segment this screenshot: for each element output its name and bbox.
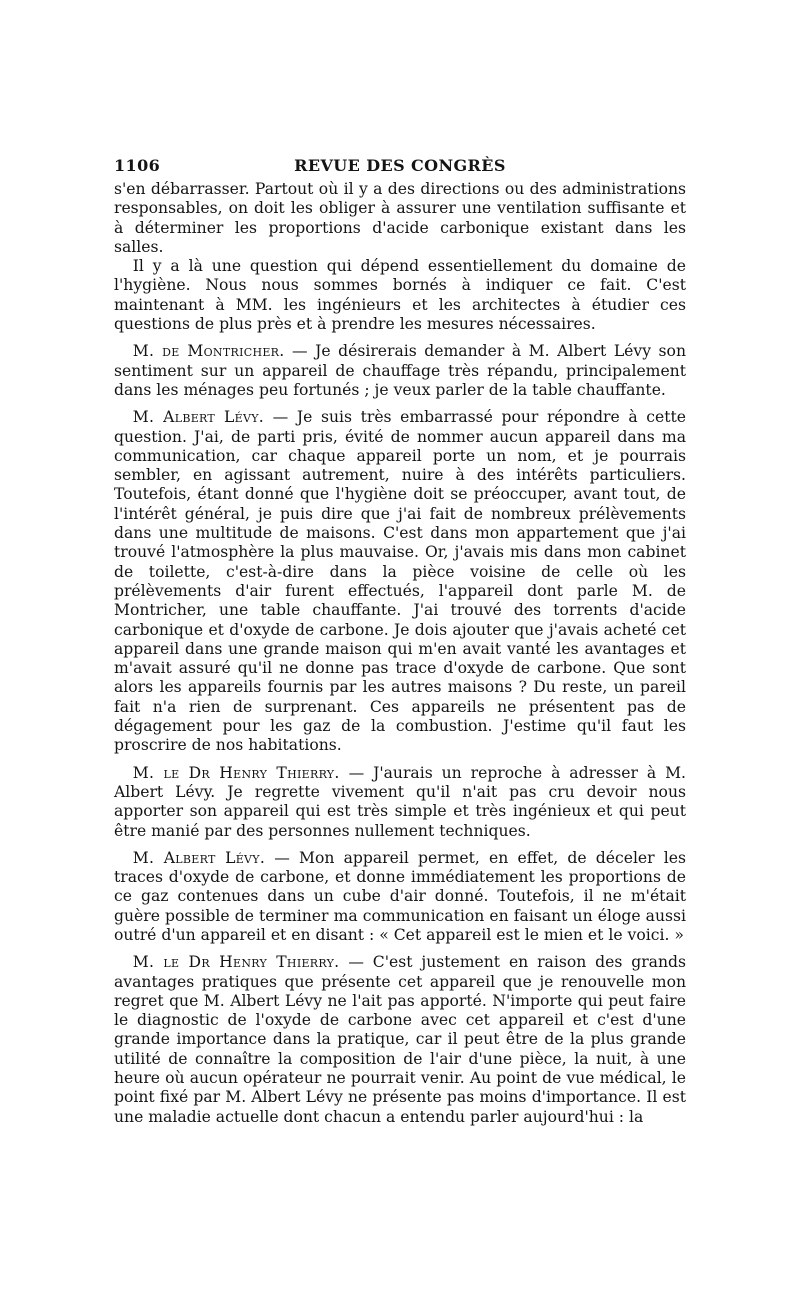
paragraph-text: — C'est justement en raison des grands avantages pratiques que présente cet appareil que je renouvelle mon regret que M. Albert Lévy ne l'ait pas apporté. N'importe qui peut faire le diagnostic de l'oxyde de carbone avec cet appareil et c'est d'une grande importance dans la pratique, car il peut être de la plus grande utilité de connaître la composition de l'air d'une pièce, la nuit, à une heure où aucun opérateur ne pourrait venir. Au point de vue médical, le point fixé par M. Albert Lévy ne présente pas moins d'importance. Il est une maladie actuelle dont chacun a entendu parler aujourd'hui : la	[114, 953, 686, 1126]
paragraph-thierry-reproach	[114, 764, 686, 841]
paragraph-hygiene-question	[114, 257, 686, 334]
speaker-name: M. le Dr Henry Thierry.	[132, 763, 340, 782]
paragraph-thierry-regret	[114, 953, 686, 1127]
running-head	[114, 152, 686, 180]
paragraph-levy-apparatus	[114, 849, 686, 945]
paragraph-text: — Mon appareil permet, en effet, de déceler les traces d'oxyde de carbone, et donne immédiatement les proportions de ce gaz contenues dans un cube d'air donné. Toutefois, il ne m'était guère possible de terminer ma communication en faisant un éloge aussi outré d'un appareil et en disant : « Cet appareil est le mien et le voici. »	[114, 848, 686, 944]
speaker-name: M. de Montricher.	[132, 342, 285, 361]
paragraph-text: — J'aurais un reproche à adresser à M. Albert Lévy. Je regrette vivement qu'il n'ait pas cru devoir nous apporter son appareil qui est très simple et très ingénieux et qui peut être manié par des personnes nullement techniques.	[114, 763, 687, 840]
speaker-name: M. Albert Lévy.	[132, 848, 266, 867]
speaker-name: M. le Dr Henry Thierry.	[132, 953, 340, 972]
body-text	[114, 180, 686, 1127]
paragraph-text: Il y a là une question qui dépend essentiellement du domaine de l'hygiène. Nous nous sommes bornés à indiquer ce fait. C'est maintenant à MM. les ingénieurs et les architectes à étudier ces questions de plus près et à prendre les mesures nécessaires.	[114, 257, 686, 334]
paragraph-text: — Je désirerais demander à M. Albert Lévy son sentiment sur un appareil de chauffage très répandu, principalement dans les ménages peu fortunés ; je veux parler de la table chauffante.	[114, 342, 686, 399]
speaker-name: M. Albert Lévy.	[132, 408, 265, 427]
paragraph-text: — Je suis très embarrassé pour répondre à cette question. J'ai, de parti pris, évité de nommer aucun appareil dans ma communication, car chaque appareil porte un nom, et je pourrais sembler, en agissant autrement, nuire à des intérêts particuliers. Toutefois, étant donné que l'hygiène doit se préoccuper, avant tout, de l'intérêt général, je puis dire que j'ai fait de nombreux prélèvements dans une multitude de maisons. C'est dans mon appartement que j'ai trouvé l'atmosphère la plus mauvaise. Or, j'avais mis dans mon cabinet de toilette, c'est-à-dire dans la pièce voisine de celle où les prélèvements d'air furent effectués, l'appareil dont parle M. de Montricher, une table chauffante. J'ai trouvé des torrents d'acide carbonique et d'oxyde de carbone. Je dois ajouter que j'avais acheté cet appareil dans une grande maison qui m'en avait vanté les avantages et m'avait assuré qu'il ne donne pas trace d'oxyde de carbone. Que sont alors les appareils fournis par les autres maisons ? Du reste, un pareil fait n'a rien de surprenant. Ces appareils ne présentent pas de dégagement pour les gaz de la combustion. J'estime qu'il faut les proscrire de nos habitations.	[114, 408, 686, 755]
journal-title: REVUE DES CONGRÈS	[294, 156, 506, 175]
page-number: 1106	[114, 156, 161, 175]
paragraph-montricher-question	[114, 342, 686, 400]
paragraph-text: s'en débarrasser. Partout où il y a des directions ou des administrations responsables, on doit les obliger à assurer une ventilation suffisante et à déterminer les proportions d'acide carbonique existant dans les salles.	[114, 180, 686, 256]
paragraph-ventilation-conclusion	[114, 180, 686, 257]
document-page	[114, 152, 686, 1127]
paragraph-levy-reply	[114, 408, 686, 755]
